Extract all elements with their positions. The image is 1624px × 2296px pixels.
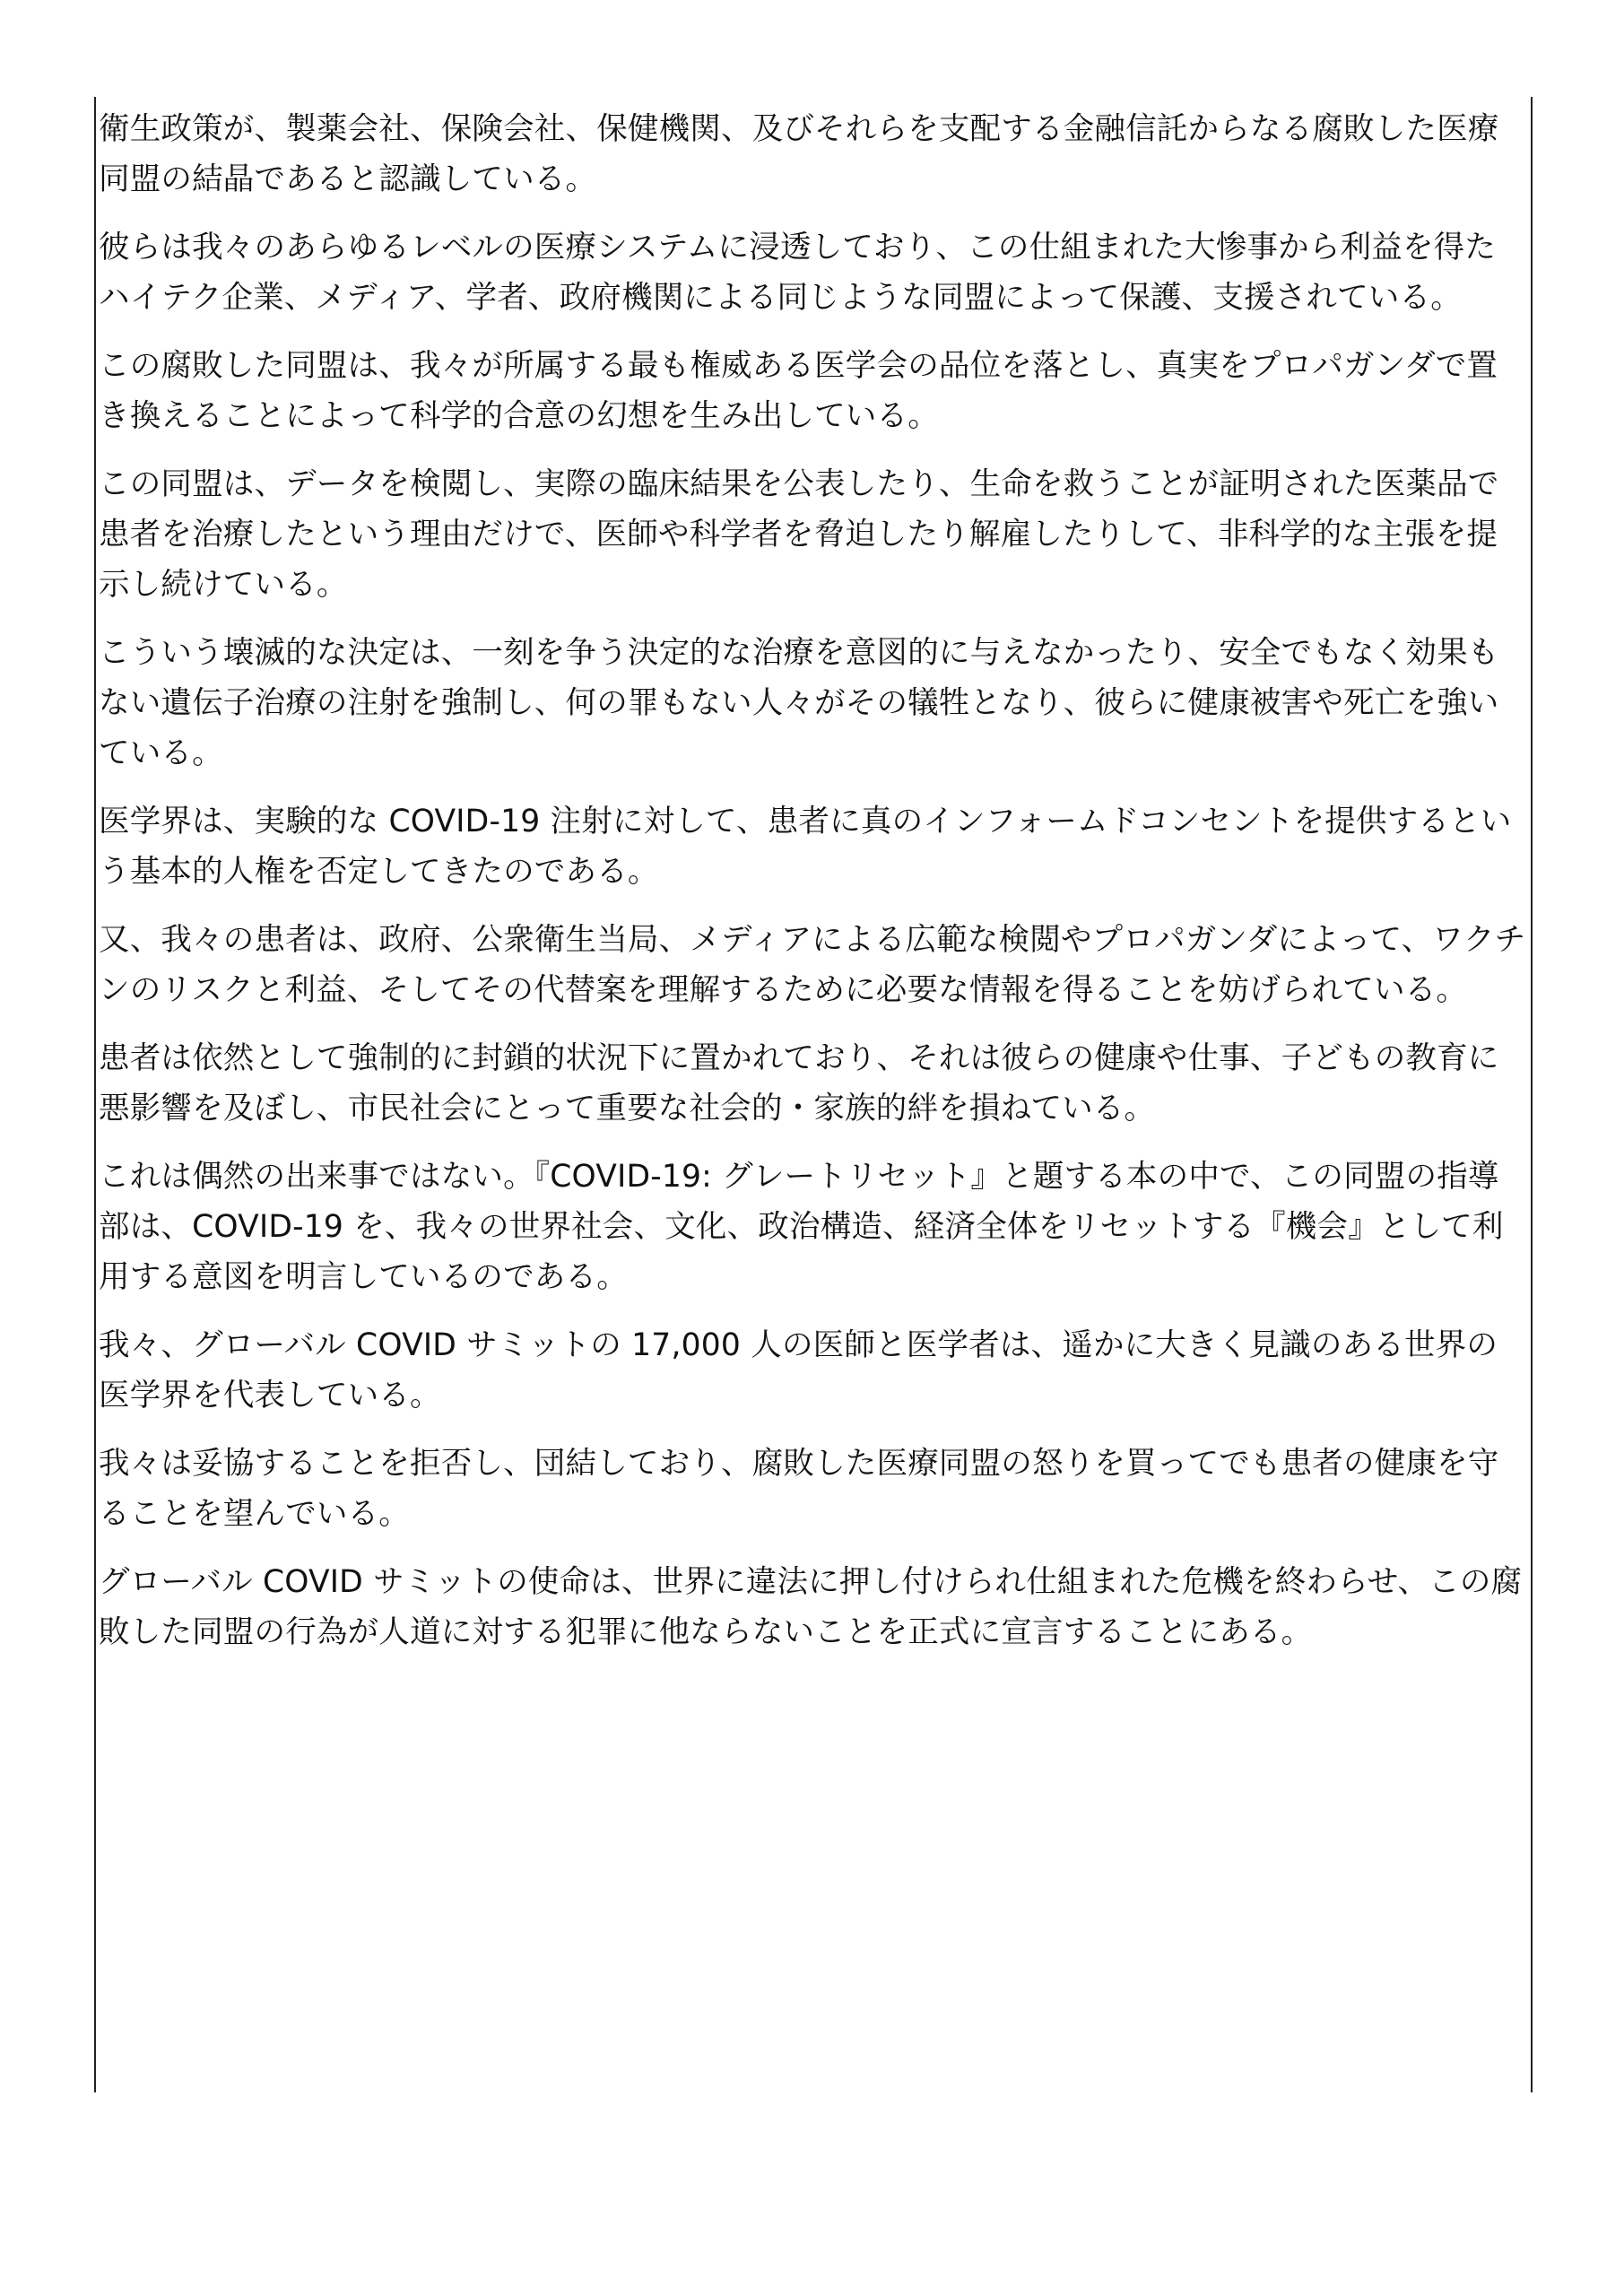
paragraph: こういう壊滅的な決定は、一刻を争う決定的な治療を意図的に与えなかったり、安全でもなく効果もない遺伝子治療の注射を強制し、何の罪もない人々がその犠牲となり、彼らに健康被害や死亡を強いている。 bbox=[99, 635, 1499, 771]
paragraph: 医学界は、実験的な COVID-19 注射に対して、患者に真のインフォームドコンセントを提供するという基本的人権を否定してきたのである。 bbox=[99, 804, 1512, 890]
paragraph: 又、我々の患者は、政府、公衆衛生当局、メディアによる広範な検閲やプロパガンダによって、ワクチンのリスクと利益、そしてその代替案を理解するために必要な情報を得ることを妨げられている。 bbox=[99, 922, 1526, 1008]
paragraph: 我々は妥協することを拒否し、団結しており、腐敗した医療同盟の怒りを買ってでも患者の健康を守ることを望んでいる。 bbox=[99, 1446, 1499, 1532]
right-margin-rule bbox=[1531, 97, 1533, 2092]
paragraph: 彼らは我々のあらゆるレベルの医療システムに浸透しており、この仕組まれた大惨事から利益を得たハイテク企業、メディア、学者、政府機関による同じような同盟によって保護、支援されている。 bbox=[99, 230, 1497, 316]
document-body bbox=[99, 104, 1526, 1675]
paragraph: この同盟は、データを検閲し、実際の臨床結果を公表したり、生命を救うことが証明された医薬品で患者を治療したという理由だけで、医師や科学者を脅迫したり解雇したりして、非科学的な主張を提示し続けている。 bbox=[99, 466, 1499, 603]
paragraph: 患者は依然として強制的に封鎖的状況下に置かれており、それは彼らの健康や仕事、子どもの教育に悪影響を及ぼし、市民社会にとって重要な社会的・家族的絆を損ねている。 bbox=[99, 1040, 1499, 1126]
paragraph: 我々、グローバル COVID サミットの 17,000 人の医師と医学者は、遥かに大きく見識のある世界の医学界を代表している。 bbox=[99, 1327, 1498, 1413]
paragraph: グローバル COVID サミットの使命は、世界に違法に押し付けられ仕組まれた危機を終わらせ、この腐敗した同盟の行為が人道に対する犯罪に他ならないことを正式に宣言することにある。 bbox=[99, 1564, 1523, 1650]
paragraph: これは偶然の出来事ではない。『COVID-19: グレートリセット』と題する本の中で、この同盟の指導部は、COVID-19 を、我々の世界社会、文化、政治構造、経済全体をリセットする『機会』として利用する意図を明言しているのである。 bbox=[99, 1159, 1504, 1295]
left-margin-rule bbox=[94, 97, 96, 2092]
paragraph: 衛生政策が、製薬会社、保険会社、保健機関、及びそれらを支配する金融信託からなる腐敗した医療同盟の結晶であると認識している。 bbox=[99, 111, 1499, 197]
paragraph: この腐敗した同盟は、我々が所属する最も権威ある医学会の品位を落とし、真実をプロパガンダで置き換えることによって科学的合意の幻想を生み出している。 bbox=[99, 348, 1498, 434]
